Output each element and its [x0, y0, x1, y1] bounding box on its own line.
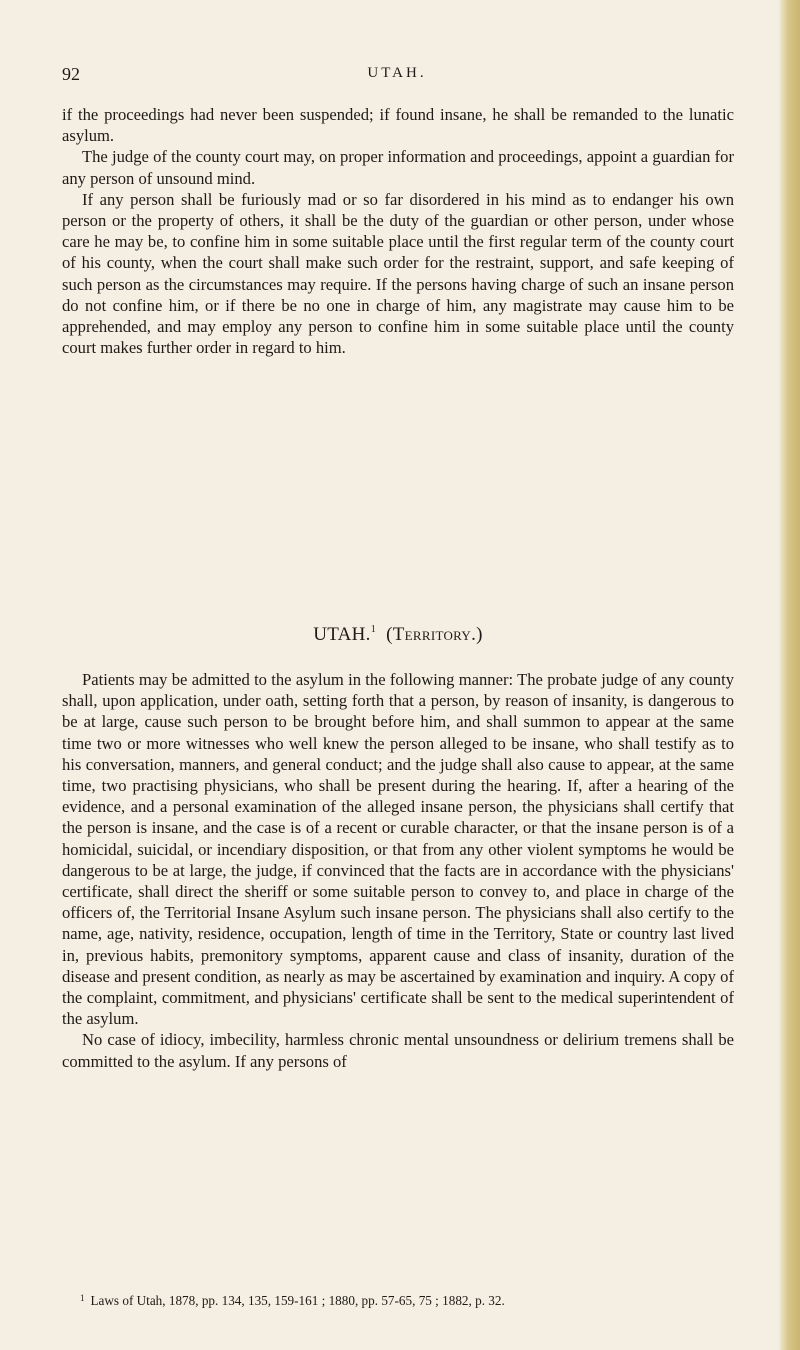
- section-heading-sub: (Territory.): [386, 624, 483, 645]
- section-1-text: [62, 104, 734, 358]
- paragraph-guardian: The judge of the county court may, on proper information and proceedings, appoint a guardian for any person of unsound mind.: [62, 147, 734, 188]
- footnote: [80, 1289, 734, 1310]
- section-2-text: [62, 669, 734, 1072]
- footnote-marker: 1: [80, 1293, 85, 1303]
- page-number: 92: [62, 64, 80, 84]
- paragraph-admission: Patients may be admitted to the asylum in the following manner: The probate judge of any county shall, upon application, under oath, setting forth that a person, by reason of insanity, is dangerous to be at large, cause such person to be brought before him, and shall summon to appear at the same time two or more witnesses who well knew the person alleged to be insane, who shall testify as to his conversation, manners, and general conduct; and the judge shall also cause to appear, at the same time, two practising physicians, who shall be present during the hearing. If, after a hearing of the evidence, and a personal examination of the alleged insane person, the physicians shall certify that the person is insane, and the case is of a recent or curable character, or that the insane person is of a homicidal, suicidal, or incendiary disposition, or that from any other violent symptoms he would be dangerous to be at large, the judge, if convinced that the facts are in accordance with the physicians' certificate, shall direct the sheriff or some suitable person to convey to, and place in charge of the officers of, the Territorial Insane Asylum such insane person. The physicians shall also certify to the name, age, nativity, residence, occupation, length of time in the Territory, State or country last lived in, previous habits, premonitory symptoms, apparent cause and class of insanity, duration of the disease and present condition, as nearly as may be ascertained by examination and inquiry. A copy of the complaint, commitment, and physicians' certificate shall be sent to the medical superintendent of the asylum.: [62, 670, 734, 1029]
- paragraph-continued: if the proceedings had never been suspended; if found insane, he shall be remanded to the lunatic asylum.: [62, 105, 734, 146]
- footnote-text: Laws of Utah, 1878, pp. 134, 135, 159-161 ; 1880, pp. 57-65, 75 ; 1882, p. 32.: [90, 1293, 505, 1308]
- running-head: UTAH.: [367, 65, 427, 81]
- page-edge: [778, 0, 800, 1350]
- section-heading-main: UTAH.: [313, 624, 371, 645]
- page-header: [62, 64, 732, 88]
- section-heading: [62, 624, 734, 646]
- paragraph-confinement: If any person shall be furiously mad or so far disordered in his mind as to endanger his own person or the property of others, it shall be the duty of the guardian or other person, under whose care he may be, to confine him in some suitable place until the first regular term of the county court of his county, when the court shall make such order for the restraint, support, and safe keeping of such person as the circumstances may require. If the persons having charge of such an insane person do not confine him, or if there be no one in charge of him, any magistrate may cause him to be apprehended, and may employ any person to confine him in some suitable place until the county court makes further order in regard to him.: [62, 189, 734, 358]
- paragraph-exclusions: No case of idiocy, imbecility, harmless chronic mental unsoundness or delirium tremens shall be committed to the asylum. If any persons of: [62, 1030, 734, 1071]
- footnote-reference: 1: [370, 624, 377, 635]
